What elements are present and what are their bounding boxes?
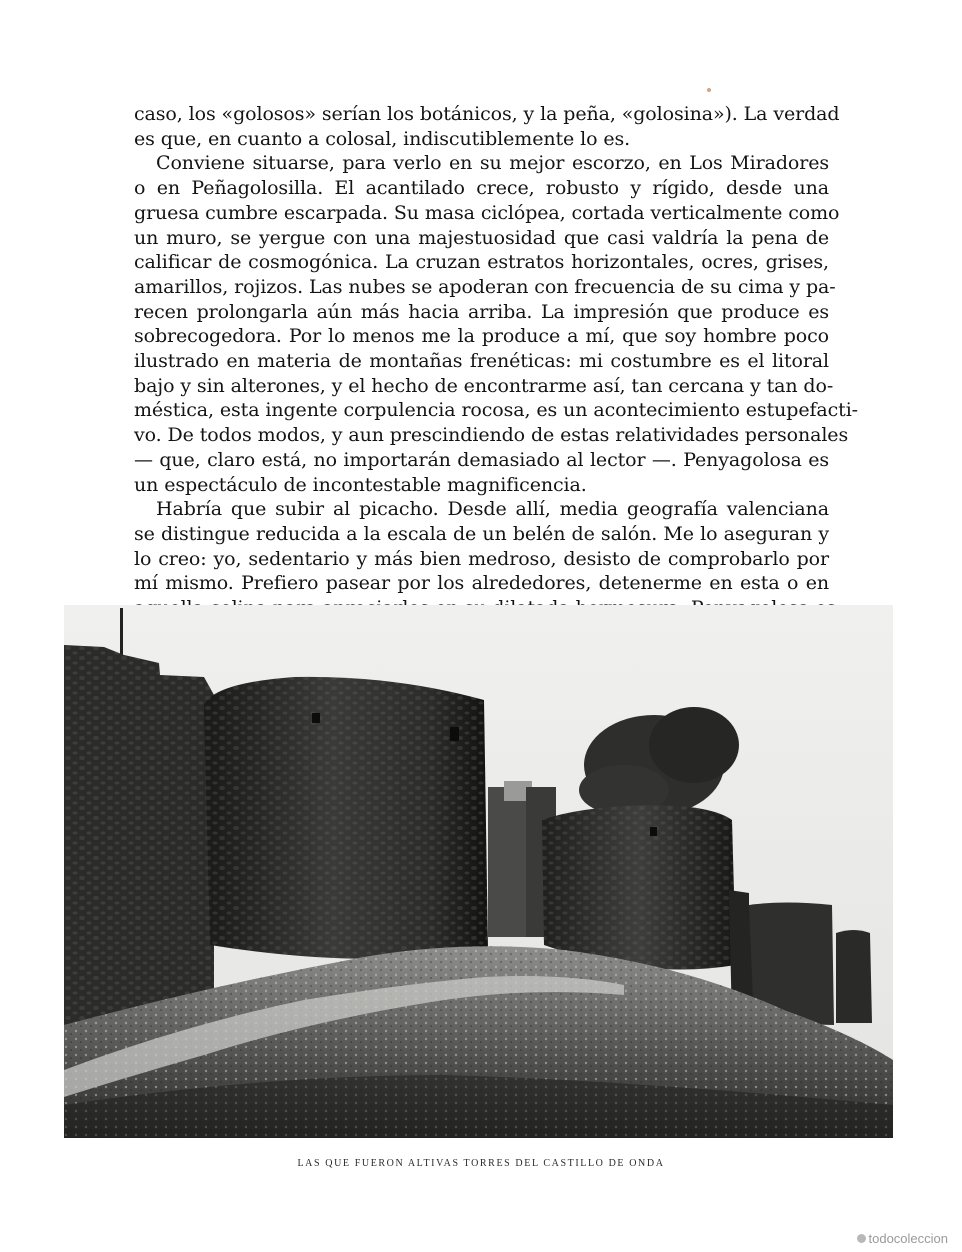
body-text xyxy=(134,102,858,621)
photo-caption: LAS QUE FUERON ALTIVAS TORRES DEL CASTILLO DE ONDA xyxy=(297,1158,665,1169)
watermark-text: todocoleccion xyxy=(868,1231,948,1246)
text-line: o en Peñagolosilla. El acantilado crece, robusto y rígido, desde una xyxy=(134,177,829,200)
text-line: — que, claro está, no importarán demasiado al lector —. Penyagolosa es xyxy=(134,448,829,471)
text-line: un muro, se yergue con una majestuosidad que casi valdría la pena de xyxy=(134,226,829,249)
todocoleccion-logo-icon xyxy=(857,1234,866,1243)
text-line: bajo y sin alterones, y el hecho de encontrarme así, tan cercana y tan do- xyxy=(134,374,834,397)
text-line: gruesa cumbre escarpada. Su masa ciclópea, cortada verticalmente como xyxy=(134,201,840,224)
text-line: calificar de cosmogónica. La cruzan estratos horizontales, ocres, grises, xyxy=(134,251,829,274)
text-line: se distingue reducida a la escala de un belén de salón. Me lo aseguran y xyxy=(134,522,829,545)
castle-towers-photo xyxy=(64,605,893,1138)
text-line: recen prolongarla aún más hacia arriba. La impresión que produce es xyxy=(134,300,829,323)
text-line: amarillos, rojizos. Las nubes se apoderan con frecuencia de su cima y pa- xyxy=(134,275,836,298)
text-line: Conviene situarse, para verlo en su mejor escorzo, en Los Miradores xyxy=(156,152,829,175)
text-line: vo. De todos modos, y aun prescindiendo de estas relatividades personales xyxy=(134,424,849,447)
text-line: sobrecogedora. Por lo menos me la produce a mí, que soy hombre poco xyxy=(134,325,829,348)
watermark xyxy=(857,1231,949,1246)
ink-spot xyxy=(707,88,711,92)
text-line: ilustrado en materia de montañas frenéticas: mi costumbre es el litoral xyxy=(134,350,829,373)
text-line: es que, en cuanto a colosal, indiscutiblemente lo es. xyxy=(134,127,631,150)
text-line: méstica, esta ingente corpulencia rocosa, es un acontecimiento estupefacti- xyxy=(134,399,858,422)
text-line: un espectáculo de incontestable magnificencia. xyxy=(134,473,587,496)
text-line: caso, los «golosos» serían los botánicos, y la peña, «golosina»). La verdad xyxy=(134,103,840,125)
text-line: mí mismo. Prefiero pasear por los alrededores, detenerme en esta o en xyxy=(134,572,829,595)
text-line: Habría que subir al picacho. Desde allí, media geografía valenciana xyxy=(156,498,829,521)
text-line: lo creo: yo, sedentario y más bien medroso, desisto de comprobarlo por xyxy=(134,547,829,570)
